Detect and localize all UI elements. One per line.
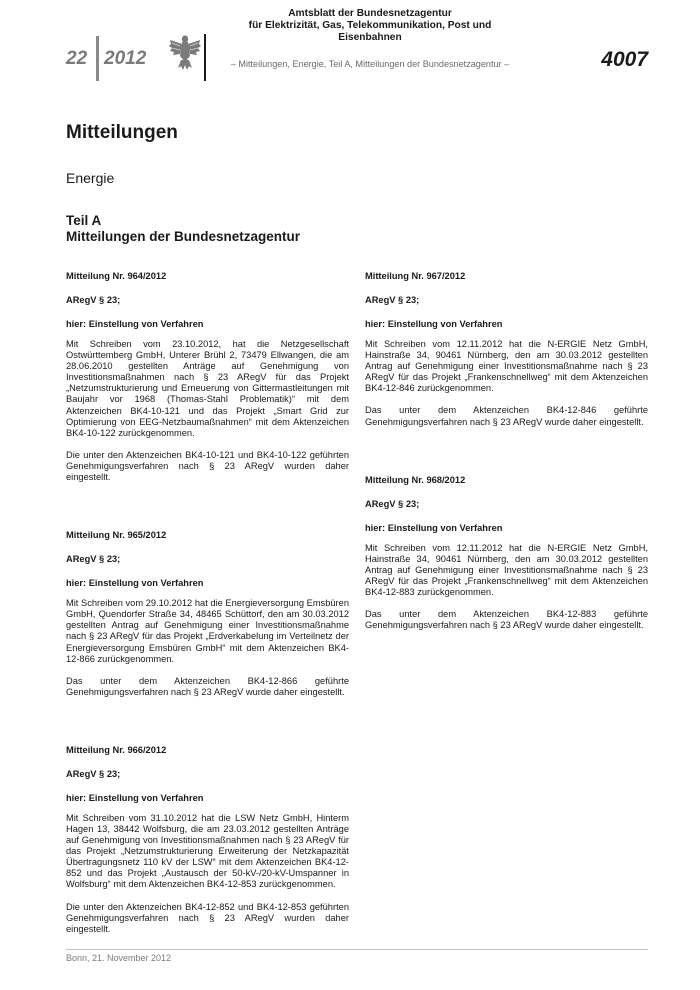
publication-title-line2: für Elektrizität, Gas, Telekommunikation, Post und Eisenbahnen bbox=[248, 20, 492, 43]
notice-reference: ARegV § 23; bbox=[66, 554, 121, 565]
footer-divider bbox=[66, 949, 648, 950]
notice-paragraph: Mit Schreiben vom 12.11.2012 hat die N-ERGIE Netz GmbH, Hainstraße 34, 90461 Nürnberg, den am 30.03.2012 gestellten Antrag auf Genehmigung einer Investitionsmaßnahme nach § 23 ARegV für das Projekt „Frankenschnellweg“ mit dem Aktenzeichen BK4-12-846 zurückgenommen. bbox=[365, 339, 648, 394]
publication-subtitle: – Mitteilungen, Energie, Teil A, Mitteilungen der Bundesnetzagentur – bbox=[230, 59, 510, 69]
footer-place-date: Bonn, 21. November 2012 bbox=[66, 953, 172, 963]
notice-paragraph: Mit Schreiben vom 12.11.2012 hat die N-ERGIE Netz GmbH, Hainstraße 34, 90461 Nürnberg, den am 30.03.2012 gestellten Antrag auf Genehmigung einer Investitionsmaßnahme nach § 23 ARegV für das Projekt „Frankenschnellweg“ mit dem Aktenzeichen BK4-12-883 zurückgenommen. bbox=[365, 542, 648, 598]
section-subtitle: Energie bbox=[66, 170, 115, 186]
notice-subject: hier: Einstellung von Verfahren bbox=[66, 792, 204, 803]
notice-paragraph: Mit Schreiben vom 31.10.2012 hat die LSW Netz GmbH, Hinterm Hagen 13, 38442 Wolfsburg, die am 23.03.2012 gestellten Anträge auf Genehmigung von Investitionsmaßnahmen nach § 23 ARegV für das Projekt „Netzumstrukturierung Erweiterung der Netzkapazität Übertragungsnetz 110 kV der LSW“ mit dem Aktenzeichen BK4-12-852 und das Projekt „Austausch der 50-kV-/20-kV-Umspanner in Wolfsburg“ mit dem Aktenzeichen BK4-12-853 zurückgenommen. bbox=[66, 812, 349, 890]
notice-title: Mitteilung Nr. 968/2012 bbox=[365, 474, 466, 485]
notice-reference: ARegV § 23; bbox=[365, 295, 420, 305]
notice-reference: ARegV § 23; bbox=[365, 498, 420, 509]
issue-divider bbox=[96, 36, 99, 81]
notice-paragraph: Die unter den Aktenzeichen BK4-12-852 und BK4-12-853 geführten Genehmigungsverfahren nach § 23 ARegV wurden daher eingestellt. bbox=[66, 901, 349, 934]
publication-title-line1: Amtsblatt der Bundesnetzagentur bbox=[288, 8, 452, 19]
notice-subject: hier: Einstellung von Verfahren bbox=[365, 522, 503, 533]
part-heading-line2: Mitteilungen der Bundesnetzagentur bbox=[66, 229, 301, 244]
header-divider bbox=[204, 34, 206, 81]
page-number: 4007 bbox=[601, 48, 648, 71]
notice-title: Mitteilung Nr. 965/2012 bbox=[66, 530, 167, 541]
notice-reference: ARegV § 23; bbox=[66, 768, 121, 779]
notice-paragraph: Mit Schreiben vom 23.10.2012, hat die Netzgesellschaft Ostwürttemberg GmbH, Unterer Brühl 2, 73479 Ellwangen, die am 28.06.2010 gestellten Anträge auf Genehmigung von Investitionsmaßnahmen nach § 23 ARegV für das Projekt „Netzumstrukturierung und Erneuerung von Gittermastleitungen mit Baujahr vor 1968 (Thomas-Stahl Problematik)“ mit dem Aktenzeichen BK4-10-121 und das Projekt „Smart Grid zur Optimierung von EEG-Netzbaumaßnahmen“ mit dem Aktenzeichen BK4-10-122 zurückgenommen. bbox=[66, 339, 349, 438]
notice-966 bbox=[66, 744, 349, 935]
notice-title: Mitteilung Nr. 964/2012 bbox=[66, 271, 167, 281]
federal-eagle-icon bbox=[168, 32, 202, 72]
part-heading bbox=[66, 213, 300, 245]
notice-paragraph: Das unter dem Aktenzeichen BK4-12-883 geführte Genehmigungsverfahren nach § 23 ARegV wurde daher eingestellt. bbox=[365, 609, 648, 631]
publication-title bbox=[220, 8, 520, 44]
part-heading-line1: Teil A bbox=[66, 213, 102, 228]
notice-paragraph: Die unter den Aktenzeichen BK4-10-121 und BK4-10-122 geführten Genehmigungsverfahren nach § 23 ARegV wurden daher eingestellt. bbox=[66, 449, 349, 483]
notice-paragraph: Mit Schreiben vom 29.10.2012 hat die Energieversorgung Emsbüren GmbH, Quendorfer Straße 34, 48465 Schüttorf, den am 30.03.2012 gestellten Antrag auf Genehmigung einer Investitionsmaßnahme nach § 23 ARegV für das Projekt „Erdverkabelung im Verteilnetz der Energieversorgung Emsbüren GmbH“ mit dem Aktenzeichen BK4-12-866 zurückgenommen. bbox=[66, 598, 349, 664]
notice-964 bbox=[66, 270, 349, 483]
notice-reference: ARegV § 23; bbox=[66, 295, 121, 305]
notice-968 bbox=[365, 474, 648, 632]
notice-title: Mitteilung Nr. 967/2012 bbox=[365, 271, 466, 281]
notice-paragraph: Das unter dem Aktenzeichen BK4-12-846 geführte Genehmigungsverfahren nach § 23 ARegV wurde daher eingestellt. bbox=[365, 405, 648, 427]
notice-subject: hier: Einstellung von Verfahren bbox=[365, 319, 503, 329]
section-title: Mitteilungen bbox=[66, 122, 178, 143]
issue-number: 22 bbox=[66, 48, 88, 69]
notice-subject: hier: Einstellung von Verfahren bbox=[66, 319, 204, 329]
notice-paragraph: Das unter dem Aktenzeichen BK4-12-866 geführte Genehmigungsverfahren nach § 23 ARegV wurde daher eingestellt. bbox=[66, 675, 349, 697]
left-column bbox=[66, 270, 349, 935]
right-column bbox=[365, 270, 648, 631]
issue-year: 2012 bbox=[104, 48, 147, 69]
notice-subject: hier: Einstellung von Verfahren bbox=[66, 578, 204, 589]
notice-967 bbox=[365, 270, 648, 428]
notice-965 bbox=[66, 529, 349, 698]
notice-title: Mitteilung Nr. 966/2012 bbox=[66, 744, 167, 755]
